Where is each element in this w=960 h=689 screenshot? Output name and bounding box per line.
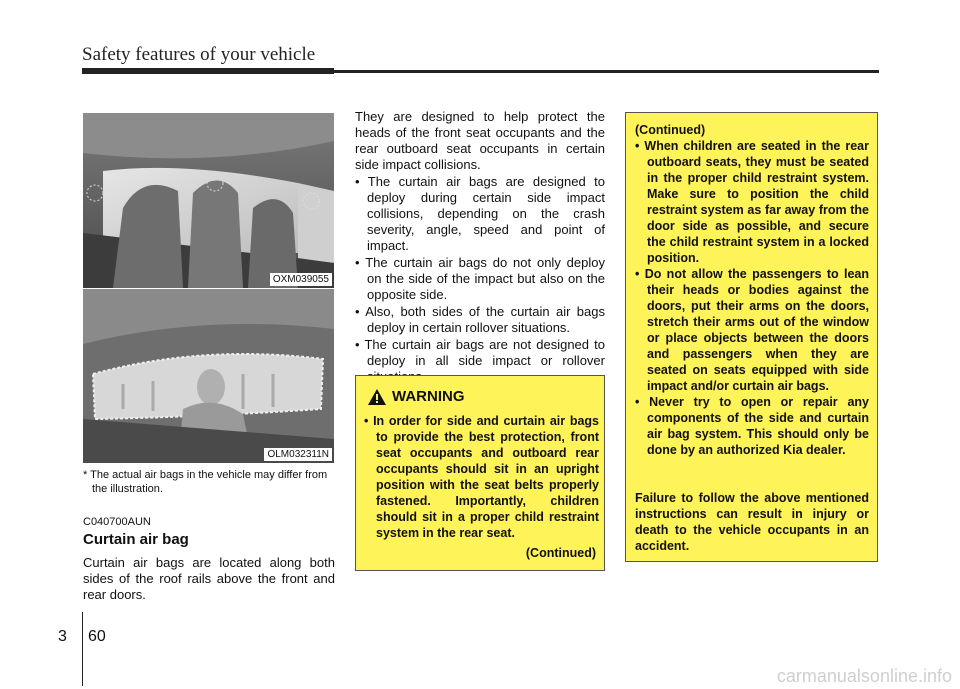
list-item: • The curtain air bags are not designed to deploy in all side impact or rollover: [355, 337, 605, 368]
image-code-label: OXM039055: [270, 273, 332, 286]
list-item: • The curtain air bags are designed to deploy during certain side impact collisions, depending on the crash severity, angle, speed and point of impact.: [355, 174, 605, 253]
page-number-divider: [82, 612, 83, 686]
list-item: • Do not allow the passengers to lean their heads or bodies against the doors, put their arms on the doors, stretch their arms out of the window or place objects between the doors and passengers when they are seated on seats equipped with side impact and/or curtain air bags.: [635, 267, 869, 393]
list-item: • When children are seated in the rear outboard seats, they must be seated in the proper child restraint system. Make sure to position the child restraint system as far away from the door side as possible, and secure the child restraint system in a locked position.: [635, 139, 869, 265]
col2-bullet-list: [355, 174, 605, 386]
warning-list: [364, 413, 599, 541]
section-code: C040700AUN: [83, 516, 151, 528]
warning-triangle-icon: [368, 389, 386, 405]
col2-intro-text: They are designed to help protect the heads of the front seat occupants and the rear outboard seat occupants in certain side impact collisions.: [355, 109, 605, 172]
list-item: • The curtain air bags do not only deploy on the side of the impact but also on the opposite side.: [355, 255, 605, 302]
list-item: • In order for side and curtain air bags to provide the best protection, front seat occupants and outboard rear occupants should sit in an upright position with the seat belts properly fastened. Importantly, children should sit in a proper child restraint system in the rear seat.: [364, 414, 599, 540]
page-section-number: 3: [58, 628, 67, 645]
page-number: 60: [88, 628, 106, 645]
continued-warning-list: [635, 138, 869, 458]
car-interior-roofline-image: [83, 113, 334, 288]
section-title: Curtain air bag: [83, 531, 189, 548]
image-code-label: OLM032311N: [264, 448, 332, 461]
watermark: carmanualsonline.info: [776, 666, 952, 686]
deployed-curtain-airbag-image: [83, 289, 334, 463]
warning-header: [368, 388, 465, 405]
list-item: • Also, both sides of the curtain air bags deploy in certain rollover situations.: [355, 304, 605, 335]
list-item: • Never try to open or repair any components of the side and curtain air bag system. This should only be done by an authorized Kia dealer.: [635, 395, 869, 457]
illustration-footnote: * The actual air bags in the vehicle may differ from the illustration.: [83, 469, 328, 495]
warning-box: [355, 375, 605, 571]
page-header-title: Safety features of your vehicle: [82, 44, 316, 65]
continued-label: (Continued): [635, 123, 706, 137]
curtain-airbag-location-illustration: [83, 113, 334, 288]
curtain-airbag-deployed-illustration: [83, 289, 334, 463]
header-bar: [82, 68, 334, 74]
warning-title: WARNING: [392, 388, 465, 405]
warning-continued-label: (Continued): [525, 546, 596, 560]
section-body-text: Curtain air bags are located along both sides of the roof rails above the front and rear doors.: [83, 555, 335, 602]
warning-footer-text: Failure to follow the above mentioned instructions can result in injury or death to the vehicle occupants in an accident.: [635, 491, 869, 553]
continued-warning-box: [625, 112, 878, 562]
